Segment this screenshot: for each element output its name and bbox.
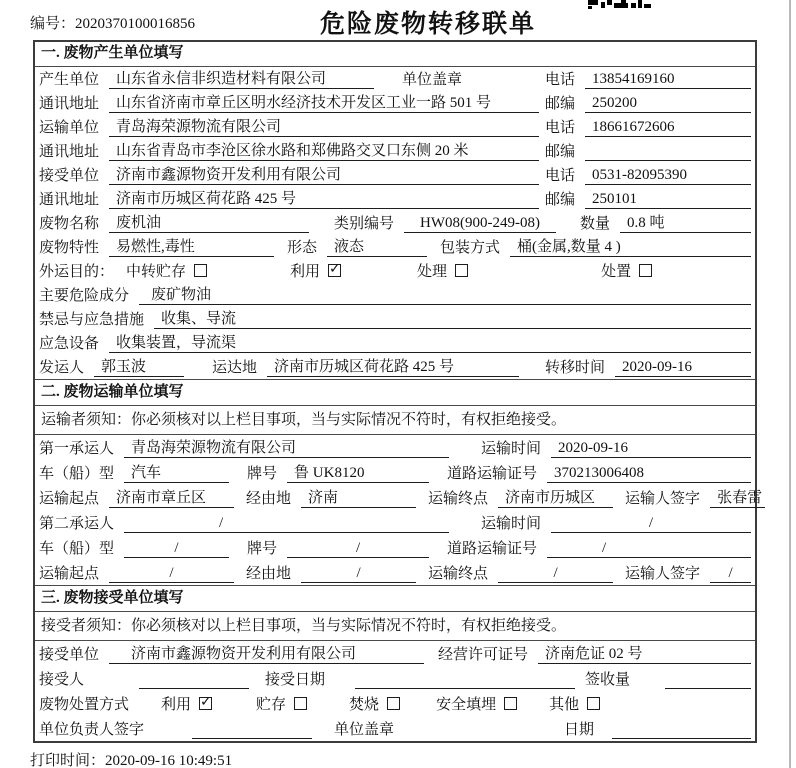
disposal-option-burn-label: 焚烧 bbox=[349, 697, 380, 713]
row-waste-trait bbox=[35, 235, 755, 259]
disposal-option-use bbox=[161, 693, 212, 714]
row-disposal-method bbox=[35, 691, 755, 716]
plate-label: 牌号 bbox=[247, 466, 278, 482]
end-label: 运输终点 bbox=[428, 491, 489, 507]
producer-label: 产生单位 bbox=[39, 72, 100, 88]
carrier1-label: 第一承运人 bbox=[39, 441, 115, 457]
purpose-label: 外运目的： bbox=[39, 264, 115, 280]
via2-field: / bbox=[301, 565, 416, 583]
carrier1-field: 青岛海荣源物流有限公司 bbox=[124, 436, 449, 458]
page-edge-line bbox=[789, 0, 791, 768]
row-transporter-address bbox=[35, 139, 755, 163]
end-label: 运输终点 bbox=[428, 566, 489, 582]
accept-unit-label: 接受单位 bbox=[39, 647, 100, 663]
row-transfer-purpose bbox=[35, 259, 755, 283]
receiver-address-field: 济南市历城区荷花路 425 号 bbox=[109, 187, 539, 209]
row-waste-name bbox=[35, 211, 755, 235]
section2-notice: 运输者须知：你必须核对以上栏目事项，当与实际情况不符时，有权拒绝接受。 bbox=[35, 406, 755, 435]
purpose-use-checkbox bbox=[328, 264, 341, 277]
zip-label: 邮编 bbox=[545, 192, 576, 208]
unit-seal-label: 单位盖章 bbox=[402, 72, 463, 88]
row-emergency-equipment bbox=[35, 331, 755, 355]
package-field: 桶(金属,数量 4 ) bbox=[510, 235, 751, 257]
acceptor-label: 接受人 bbox=[39, 672, 85, 688]
row-carrier1 bbox=[35, 435, 755, 460]
trait-label: 废物特性 bbox=[39, 240, 100, 256]
equipment-label: 应急设备 bbox=[39, 336, 100, 352]
chief-sign-label: 单位负责人签字 bbox=[39, 722, 145, 738]
disposal-option-storage-label: 贮存 bbox=[256, 697, 287, 713]
row-carrier2 bbox=[35, 510, 755, 535]
producer-field: 山东省永信非织造材料有限公司 bbox=[109, 67, 374, 89]
purpose-option-use-label: 利用 bbox=[290, 264, 321, 280]
transporter-field: 青岛海荣源物流有限公司 bbox=[109, 115, 539, 137]
row-receiver bbox=[35, 163, 755, 187]
transport-time2-field: / bbox=[551, 515, 751, 533]
qr-code-fragment-icon bbox=[588, 0, 652, 10]
package-label: 包装方式 bbox=[440, 240, 501, 256]
origin-label: 运输起点 bbox=[39, 491, 100, 507]
disposal-burn-checkbox bbox=[387, 697, 400, 710]
accept-unit-field: 济南市鑫源物资开发利用有限公司 bbox=[109, 642, 424, 664]
row-vehicle1 bbox=[35, 460, 755, 485]
disposal-option-other-label: 其他 bbox=[549, 697, 580, 713]
vehicle-type-label: 车（船）型 bbox=[39, 541, 115, 557]
transporter-zip-field bbox=[585, 143, 751, 161]
unit-seal-label: 单位盖章 bbox=[334, 722, 395, 738]
producer-address-field: 山东省济南市章丘区明水经济技术开发区工业一路 501 号 bbox=[109, 91, 539, 113]
purpose-storage-checkbox bbox=[194, 264, 207, 277]
hazard-label: 主要危险成分 bbox=[39, 288, 130, 304]
transporter-address-field: 山东省青岛市李沧区徐水路和郑佛路交叉口东侧 20 米 bbox=[109, 139, 539, 161]
form-label: 形态 bbox=[287, 240, 318, 256]
form-field: 液态 bbox=[327, 235, 427, 257]
origin2-field: / bbox=[109, 565, 234, 583]
plate-label: 牌号 bbox=[247, 541, 278, 557]
receiver-phone-field: 0531-82095390 bbox=[585, 167, 751, 185]
serial-number: 2020370100016856 bbox=[75, 16, 196, 32]
acceptor-field bbox=[139, 671, 249, 689]
phone-label: 电话 bbox=[545, 72, 576, 88]
form-border-box bbox=[33, 40, 763, 743]
purpose-option-treat-label: 处理 bbox=[417, 264, 448, 280]
disposal-option-use-label: 利用 bbox=[161, 697, 192, 713]
purpose-option-dispose-label: 处置 bbox=[601, 264, 632, 280]
serial-label: 编号： bbox=[30, 16, 76, 32]
carrier-sign-label: 运输人签字 bbox=[625, 566, 701, 582]
carrier2-field: / bbox=[124, 515, 449, 533]
producer-phone-field: 13854169160 bbox=[585, 71, 751, 89]
carrier-sign1-field: 张春雷 bbox=[710, 486, 765, 508]
end1-field: 济南市历城区 bbox=[498, 486, 613, 508]
disposal-storage-checkbox bbox=[294, 697, 307, 710]
receiver-label: 接受单位 bbox=[39, 168, 100, 184]
date-field bbox=[612, 721, 751, 739]
purpose-option-use bbox=[290, 260, 341, 281]
origin-label: 运输起点 bbox=[39, 566, 100, 582]
quantity-label: 数量 bbox=[580, 216, 611, 232]
row-producer-address bbox=[35, 91, 755, 115]
section2-title: 二. 废物运输单位填写 bbox=[35, 379, 755, 406]
row-vehicle2 bbox=[35, 535, 755, 560]
waste-name-field: 废机油 bbox=[109, 211, 309, 233]
trait-field: 易燃性,毒性 bbox=[109, 235, 274, 257]
vehicle2-field: / bbox=[124, 540, 229, 558]
row-transporter bbox=[35, 115, 755, 139]
row-hazard bbox=[35, 283, 755, 307]
purpose-option-storage-label: 中转贮存 bbox=[126, 264, 187, 280]
phone-label: 电话 bbox=[545, 168, 576, 184]
disposal-option-landfill bbox=[436, 693, 517, 714]
end2-field: / bbox=[498, 565, 613, 583]
road-license-label: 道路运输证号 bbox=[447, 466, 538, 482]
category-field: HW08(900-249-08) bbox=[404, 215, 556, 233]
zip-label: 邮编 bbox=[545, 96, 576, 112]
road-license2-field: / bbox=[547, 540, 751, 558]
waste-name-label: 废物名称 bbox=[39, 216, 100, 232]
quantity-field: 0.8 吨 bbox=[620, 211, 751, 233]
transporter-phone-field: 18661672606 bbox=[585, 119, 751, 137]
print-time-label: 打印时间： bbox=[30, 753, 106, 768]
row-route2 bbox=[35, 560, 755, 585]
category-label: 类别编号 bbox=[334, 216, 395, 232]
sign-qty-field bbox=[665, 671, 751, 689]
row-consignor bbox=[35, 355, 755, 379]
purpose-dispose-checkbox bbox=[639, 264, 652, 277]
road-license-label: 道路运输证号 bbox=[447, 541, 538, 557]
producer-zip-field: 250200 bbox=[585, 95, 751, 113]
consignor-field: 郭玉波 bbox=[94, 355, 184, 377]
sign-qty-label: 签收量 bbox=[585, 672, 631, 688]
receiver-zip-field: 250101 bbox=[585, 191, 751, 209]
receiver-field: 济南市鑫源物资开发利用有限公司 bbox=[109, 163, 539, 185]
disposal-method-label: 废物处置方式 bbox=[39, 697, 130, 713]
transfer-date-field: 2020-09-16 bbox=[615, 359, 751, 377]
plate2-field: / bbox=[287, 540, 429, 558]
disposal-landfill-checkbox bbox=[504, 697, 517, 710]
print-time-value: 2020-09-16 10:49:51 bbox=[105, 753, 233, 768]
address-label: 通讯地址 bbox=[39, 192, 100, 208]
row-accept-unit bbox=[35, 641, 755, 666]
row-taboo bbox=[35, 307, 755, 331]
serial-number-line bbox=[30, 12, 195, 33]
transporter-label: 运输单位 bbox=[39, 120, 100, 136]
transport-time-label: 运输时间 bbox=[481, 441, 542, 457]
taboo-field: 收集、导流 bbox=[154, 307, 751, 329]
carrier-sign2-field: / bbox=[710, 565, 751, 583]
row-receiver-address bbox=[35, 187, 755, 211]
row-route1 bbox=[35, 485, 763, 510]
operation-license-label: 经营许可证号 bbox=[438, 647, 529, 663]
taboo-label: 禁忌与应急措施 bbox=[39, 312, 145, 328]
accept-date-field bbox=[355, 671, 575, 689]
carrier2-label: 第二承运人 bbox=[39, 516, 115, 532]
row-acceptor bbox=[35, 666, 755, 691]
accept-date-label: 接受日期 bbox=[265, 672, 326, 688]
row-producer bbox=[35, 67, 755, 91]
vehicle1-field: 汽车 bbox=[124, 461, 229, 483]
via-label: 经由地 bbox=[246, 491, 292, 507]
phone-label: 电话 bbox=[545, 120, 576, 136]
chief-sign-field bbox=[192, 721, 312, 739]
equipment-field: 收集装置，导流渠 bbox=[109, 331, 751, 353]
row-chief-sign bbox=[35, 716, 755, 741]
destination-field: 济南市历城区荷花路 425 号 bbox=[267, 355, 519, 377]
consignor-label: 发运人 bbox=[39, 360, 85, 376]
via1-field: 济南 bbox=[301, 486, 416, 508]
page-title: 危险废物转移联单 bbox=[320, 11, 537, 38]
operation-license-field: 济南危证 02 号 bbox=[538, 642, 751, 664]
disposal-option-burn bbox=[349, 693, 400, 714]
purpose-option-treat bbox=[417, 260, 468, 281]
date-label: 日期 bbox=[564, 722, 595, 738]
transfer-date-label: 转移时间 bbox=[545, 360, 606, 376]
carrier-sign-label: 运输人签字 bbox=[625, 491, 701, 507]
disposal-option-landfill-label: 安全填埋 bbox=[436, 697, 497, 713]
origin1-field: 济南市章丘区 bbox=[109, 486, 234, 508]
destination-label: 运达地 bbox=[212, 360, 258, 376]
disposal-other-checkbox bbox=[587, 697, 600, 710]
section3-notice: 接受者须知：你必须核对以上栏目事项，当与实际情况不符时，有权拒绝接受。 bbox=[35, 612, 755, 641]
disposal-option-other bbox=[549, 693, 600, 714]
disposal-use-checkbox bbox=[199, 697, 212, 710]
via-label: 经由地 bbox=[246, 566, 292, 582]
address-label: 通讯地址 bbox=[39, 96, 100, 112]
print-time-line bbox=[30, 749, 232, 768]
disposal-option-storage bbox=[256, 693, 307, 714]
section3-title: 三. 废物接受单位填写 bbox=[35, 585, 755, 612]
hazard-field: 废矿物油 bbox=[139, 283, 751, 305]
transport-time-label: 运输时间 bbox=[481, 516, 542, 532]
purpose-option-dispose bbox=[601, 260, 652, 281]
purpose-option-storage bbox=[126, 260, 207, 281]
zip-label: 邮编 bbox=[545, 144, 576, 160]
purpose-treat-checkbox bbox=[455, 264, 468, 277]
road-license1-field: 370213006408 bbox=[547, 465, 751, 483]
vehicle-type-label: 车（船）型 bbox=[39, 466, 115, 482]
transport-time1-field: 2020-09-16 bbox=[551, 440, 751, 458]
plate1-field: 鲁 UK8120 bbox=[287, 461, 429, 483]
section1-title: 一. 废物产生单位填写 bbox=[35, 42, 755, 67]
address-label: 通讯地址 bbox=[39, 144, 100, 160]
